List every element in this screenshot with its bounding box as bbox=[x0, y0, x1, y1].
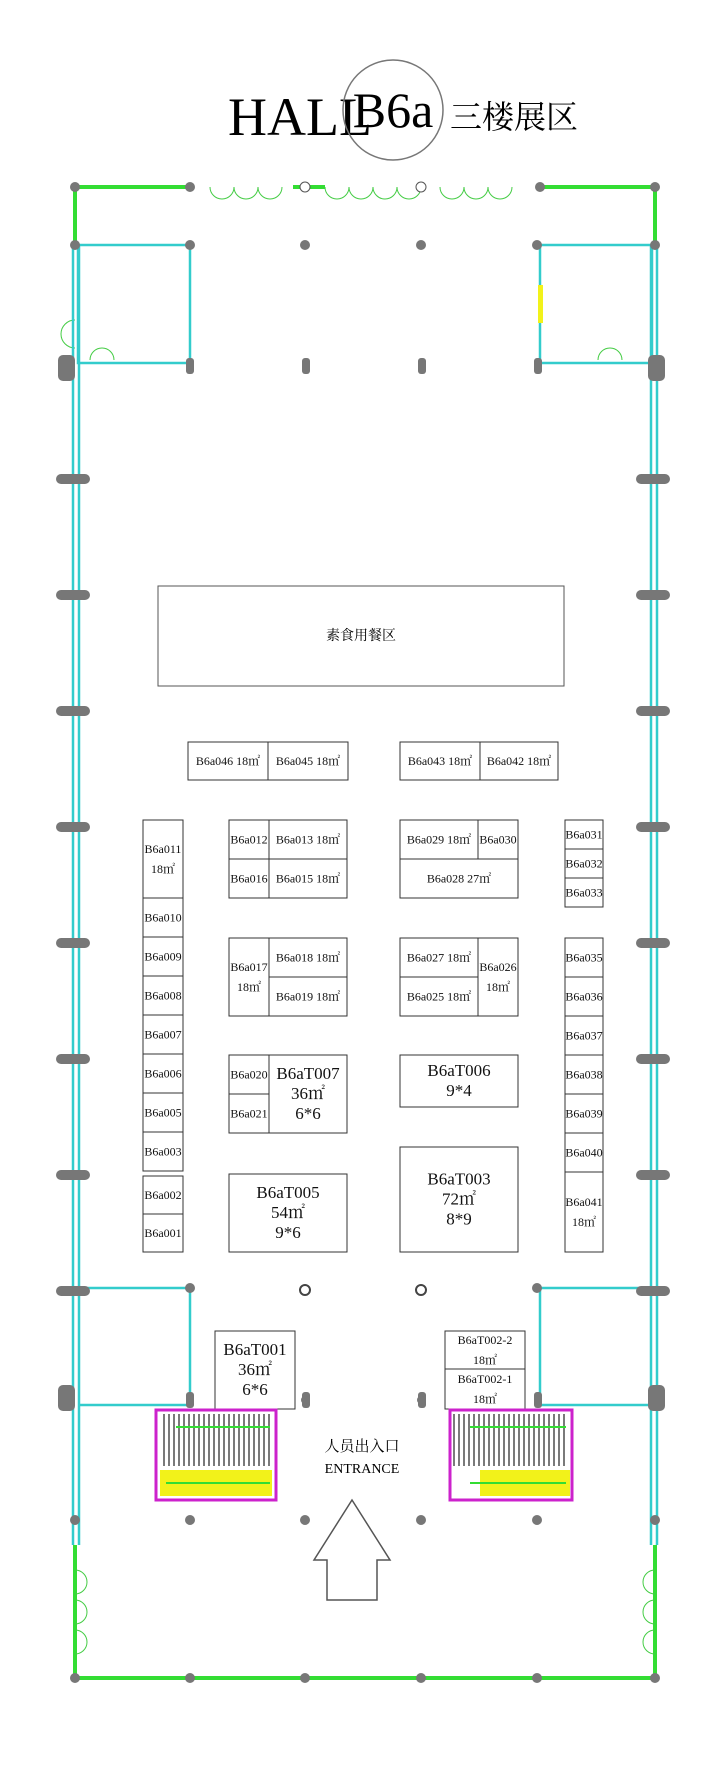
booth-label: B6a030 bbox=[479, 832, 517, 847]
booth-label: B6a039 bbox=[565, 1106, 603, 1121]
booth-label: B6a036 bbox=[565, 989, 603, 1004]
booth-label: 18㎡ bbox=[485, 980, 511, 994]
booth-label: 36㎡ bbox=[291, 1084, 325, 1103]
wall-marker bbox=[538, 285, 543, 323]
booth-label: B6aT007 bbox=[276, 1064, 340, 1083]
booth-label: B6a019 18㎡ bbox=[275, 989, 341, 1004]
booth-label: B6a012 bbox=[230, 832, 268, 847]
booth-label: B6a037 bbox=[565, 1028, 603, 1043]
booth-label: 18㎡ bbox=[472, 1392, 498, 1406]
booth-label: B6a006 bbox=[144, 1066, 182, 1081]
booth-label: 18㎡ bbox=[150, 862, 176, 876]
booth-label: B6a009 bbox=[144, 949, 182, 964]
booth-label: 18㎡ bbox=[236, 980, 262, 994]
booth-label: B6a046 18㎡ bbox=[195, 754, 261, 768]
booth-B6a011[interactable] bbox=[143, 820, 183, 898]
entrance-label-en: ENTRANCE bbox=[324, 1462, 400, 1477]
booth-label: 18㎡ bbox=[472, 1353, 498, 1367]
booth-layer bbox=[143, 742, 603, 1409]
booth-label: B6aT002-2 bbox=[457, 1333, 513, 1347]
booth-label: B6a025 18㎡ bbox=[406, 989, 472, 1004]
booth-label: B6aT005 bbox=[256, 1183, 320, 1202]
booth-label: 9*6 bbox=[275, 1223, 301, 1242]
booth-label: B6a027 18㎡ bbox=[406, 950, 472, 965]
stairs-left bbox=[156, 1410, 276, 1500]
booth-label: 9*4 bbox=[446, 1081, 472, 1100]
booth-B6a041[interactable] bbox=[565, 1172, 603, 1252]
floor-label: 三楼展区 bbox=[450, 98, 579, 136]
stairs-right bbox=[450, 1410, 572, 1500]
booth-label: 18㎡ bbox=[571, 1215, 597, 1229]
column-marker bbox=[416, 1285, 426, 1295]
booth-label: B6aT003 bbox=[427, 1169, 491, 1189]
booth-label: 6*6 bbox=[295, 1104, 321, 1123]
booth-label: B6a007 bbox=[144, 1027, 182, 1042]
booth-label: B6a021 bbox=[230, 1106, 268, 1121]
booth-label: B6a020 bbox=[230, 1067, 268, 1082]
booth-label: B6a045 18㎡ bbox=[275, 754, 341, 768]
booth-label: B6a003 bbox=[144, 1144, 182, 1159]
booth-label: B6a043 18㎡ bbox=[407, 754, 473, 768]
booth-label: B6a015 18㎡ bbox=[275, 871, 341, 886]
booth-label: B6a013 18㎡ bbox=[275, 832, 341, 847]
booth-label: 8*9 bbox=[446, 1209, 472, 1229]
booth-label: B6a035 bbox=[565, 950, 603, 965]
hall-code: B6a bbox=[352, 82, 434, 138]
column-open bbox=[416, 182, 426, 192]
column-marker bbox=[300, 1285, 310, 1295]
booth-label: 36㎡ bbox=[238, 1360, 272, 1379]
booth-B6a017[interactable] bbox=[229, 938, 269, 1016]
booth-label: B6a008 bbox=[144, 988, 182, 1003]
booth-B6a026[interactable] bbox=[478, 938, 518, 1016]
booth-label: B6a016 bbox=[230, 871, 268, 886]
booth-label: B6a033 bbox=[565, 885, 603, 900]
booth-label: B6a018 18㎡ bbox=[275, 950, 341, 965]
booth-label: B6aT002-1 bbox=[457, 1372, 513, 1386]
booth-label: 6*6 bbox=[242, 1380, 268, 1399]
booth-label: B6a040 bbox=[565, 1145, 603, 1160]
hall-word: HALL bbox=[228, 87, 372, 147]
booth-label: B6aT006 bbox=[427, 1061, 491, 1080]
booth-label: B6a005 bbox=[144, 1105, 182, 1120]
booth-label: B6a031 bbox=[565, 827, 603, 842]
booth-label: B6a041 bbox=[565, 1195, 603, 1209]
booth-label: B6a002 bbox=[144, 1188, 182, 1202]
booth-label: B6aT001 bbox=[223, 1340, 287, 1359]
entrance-arrow-icon bbox=[314, 1500, 390, 1600]
booth-label: B6a026 bbox=[479, 960, 517, 974]
booth-label: B6a001 bbox=[144, 1226, 182, 1240]
dining-area-label: 素食用餐区 bbox=[326, 628, 396, 644]
booth-label: B6a028 27㎡ bbox=[426, 871, 492, 886]
booth-label: B6a029 18㎡ bbox=[406, 832, 472, 847]
booth-label: B6a042 18㎡ bbox=[486, 754, 552, 768]
booth-label: B6a038 bbox=[565, 1067, 603, 1082]
booth-label: B6a011 bbox=[144, 842, 182, 856]
booth-label: 54㎡ bbox=[271, 1203, 305, 1222]
column-open bbox=[300, 182, 310, 192]
booth-label: B6a010 bbox=[144, 910, 182, 925]
booth-label: B6a017 bbox=[230, 960, 268, 974]
booth-label: 72㎡ bbox=[442, 1189, 476, 1209]
booth-label: B6a032 bbox=[565, 856, 603, 871]
entrance-label-cn: 人员出入口 bbox=[324, 1437, 400, 1455]
